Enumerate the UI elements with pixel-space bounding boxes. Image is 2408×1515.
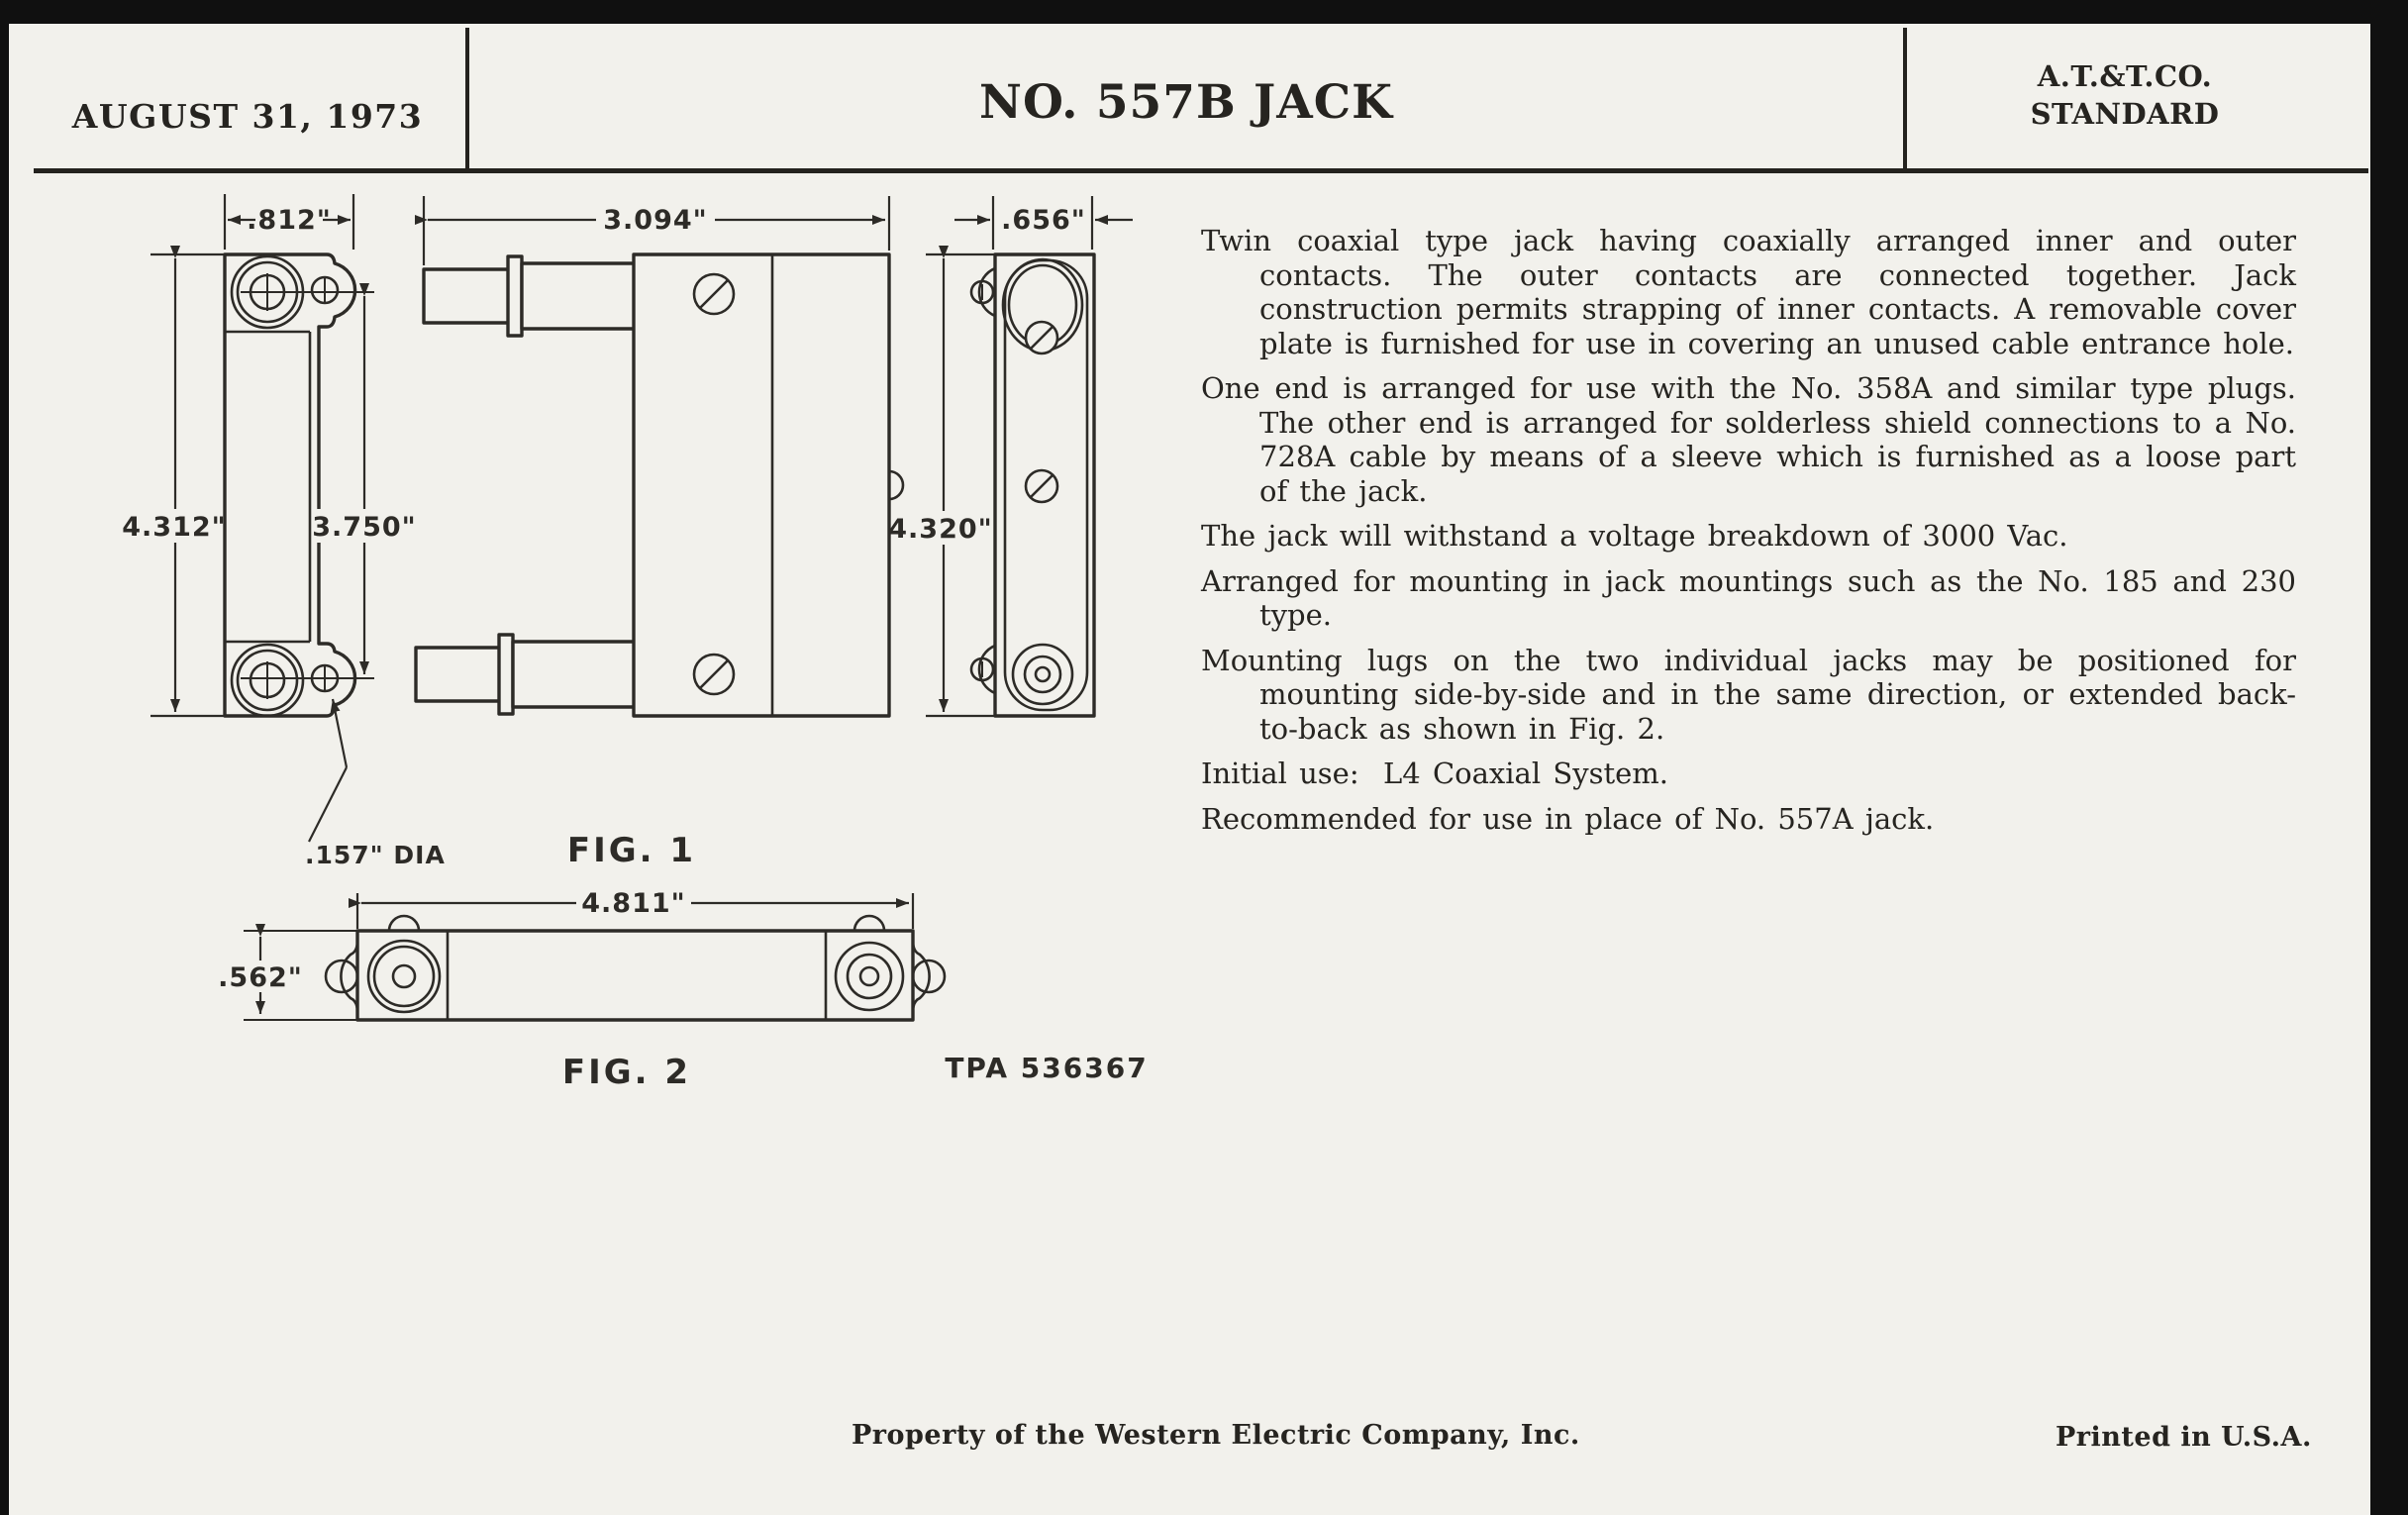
issue-date: AUGUST 31, 1973 <box>71 97 424 136</box>
header-rule <box>34 168 2368 173</box>
org-line2: STANDARD <box>2030 97 2220 131</box>
spec-paragraph: Twin coaxial type jack having coaxially arranged inner and outer contacts. The outer contacts are connected together. Jack construction permits strapping of inner contacts. A removable cover plate is furnished for use in covering an unused cable entrance hole. <box>1201 224 2296 360</box>
scan-border-right <box>2370 0 2408 1515</box>
drawing-number: TPA 536367 <box>945 1052 1149 1084</box>
spec-paragraph: Initial use: L4 Coaxial System. <box>1201 757 1668 790</box>
dim-right-view-width: .656" <box>1001 205 1086 236</box>
org-line1: A.T.&T.CO. <box>2037 59 2213 93</box>
spec-paragraph: Recommended for use in place of No. 557A jack. <box>1201 801 1935 836</box>
header-divider-left <box>465 28 469 168</box>
spec-paragraph: The jack will withstand a voltage breakdown of 3000 Vac. <box>1201 519 2068 553</box>
spec-paragraph: Arranged for mounting in jack mountings such as the No. 185 and 230 type. <box>1201 563 2296 632</box>
dim-overall-height: 4.312" <box>122 512 227 543</box>
scan-border-left <box>0 0 9 1515</box>
spec-paragraph: Mounting lugs on the two individual jacks may be positioned for mounting side-by-side and in the same direction, or extended back-to-back as shown in Fig. 2. <box>1201 643 2296 746</box>
fig1-side-view <box>225 254 374 716</box>
fig2-view <box>244 916 945 1020</box>
fig1-front-view <box>416 254 903 716</box>
engineering-drawing <box>0 178 1198 1129</box>
dim-fig2-height: .562" <box>218 962 303 993</box>
fig1-caption: FIG. 1 <box>566 831 697 870</box>
spec-text-column <box>1201 224 2296 847</box>
dim-front-view-width: 3.094" <box>603 205 708 236</box>
spec-paragraph: One end is arranged for use with the No. 358A and similar type plugs. The other end is arranged for solderless shield connections to a No. 728A cable by means of a sleeve which is furnished as a loose part of the jack. <box>1201 371 2296 508</box>
dim-mounting-centers: 3.750" <box>312 512 417 543</box>
dim-fig2-length: 4.811" <box>581 888 686 919</box>
printed-notice: Printed in U.S.A. <box>2056 1422 2312 1453</box>
scan-border-top <box>0 0 2408 24</box>
fig1-cover-view <box>971 254 1094 716</box>
org-stamp <box>2006 57 2244 133</box>
dim-left-view-width: .812" <box>247 205 332 236</box>
page-title: NO. 557B JACK <box>978 75 1394 130</box>
property-notice: Property of the Western Electric Company, Inc. <box>852 1420 1580 1451</box>
header-divider-right <box>1903 28 1907 168</box>
fig2-caption: FIG. 2 <box>561 1053 692 1092</box>
dim-right-view-height: 4.320" <box>888 514 993 545</box>
dim-hole-dia: .157" DIA <box>305 841 446 869</box>
